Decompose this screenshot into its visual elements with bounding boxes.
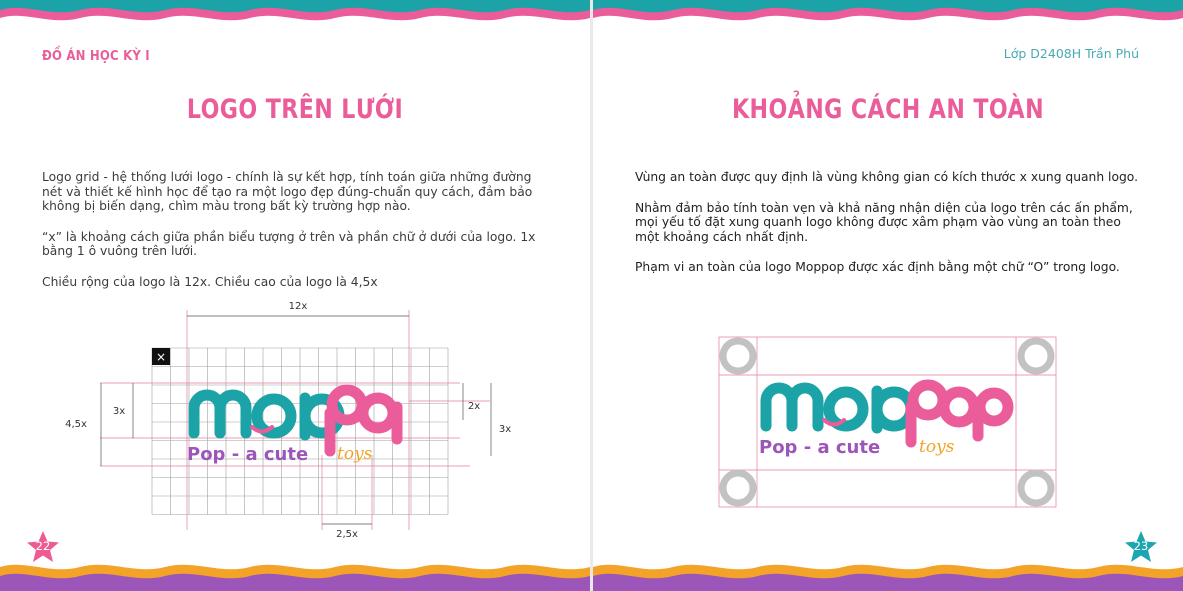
paragraph: Vùng an toàn được quy định là vùng không gian có kích thước x xung quanh logo. <box>635 170 1138 184</box>
right-large-label: 3x <box>498 424 512 435</box>
page-number: 23 <box>1133 539 1149 553</box>
right-page <box>593 0 1183 591</box>
paragraph: Nhằm đảm bảo tính toàn vẹn và khả năng nhận diện của logo trên các ấn phẩm, mọi yếu tố đặt xung quanh logo không được xâm phạm vào vùng an toàn theo một khoảng cách nhất định. <box>635 200 1133 244</box>
height-total-label: 4,5x <box>65 419 87 430</box>
paragraph: Chiều rộng của logo là 12x. Chiều cao của logo là 4,5x <box>42 274 378 289</box>
paragraph: “x” là khoảng cách giữa phần biểu tượng ở trên và phần chữ ở dưới của logo. 1x bằng 1 ô vuông trên lưới. <box>42 229 536 259</box>
bottom-wave-decoration <box>593 557 1183 591</box>
unit-marker-icon: × <box>155 350 167 364</box>
page-number: 22 <box>35 539 51 553</box>
width-label: 12x <box>288 301 308 312</box>
right-small-label: 2x <box>467 401 481 412</box>
logo-grid-diagram <box>0 0 590 591</box>
safe-zone-diagram <box>593 0 1183 591</box>
page-header: ĐỒ ÁN HỌC KỲ I <box>42 49 150 64</box>
left-page <box>0 0 590 591</box>
page-title: KHOẢNG CÁCH AN TOÀN <box>731 94 1045 125</box>
moppop-logo <box>759 385 1008 458</box>
page-header: Lớp D2408H Trần Phú <box>1003 46 1139 61</box>
paragraph: Phạm vi an toàn của logo Moppop được xác định bằng một chữ “O” trong logo. <box>635 260 1120 275</box>
bottom-wave-decoration <box>0 557 590 591</box>
safe-zone-o-icon <box>723 473 753 503</box>
safe-zone-o-icon <box>1021 341 1051 371</box>
safe-zone-o-icon <box>723 341 753 371</box>
height-symbol-label: 3x <box>112 406 126 417</box>
safe-zone-o-icon <box>1021 473 1051 503</box>
logo-tagline: Pop - a cute <box>759 437 881 458</box>
paragraph: Logo grid - hệ thống lưới logo - chính là sự kết hợp, tính toán giữa những đường nét và thiết kế hình học để tạo ra một logo đẹp đúng-chuẩn quy cách, đảm bảo không bị biến dạng, chìm màu trong bất kỳ trường hợp nào. <box>42 170 533 214</box>
logo-tagline: Pop - a cute <box>187 444 309 465</box>
moppop-logo <box>187 390 397 465</box>
logo-toys: toys <box>337 444 373 464</box>
logo-toys: toys <box>919 437 955 457</box>
page-title: LOGO TRÊN LƯỚI <box>186 94 404 125</box>
bottom-label: 2,5x <box>336 529 358 540</box>
